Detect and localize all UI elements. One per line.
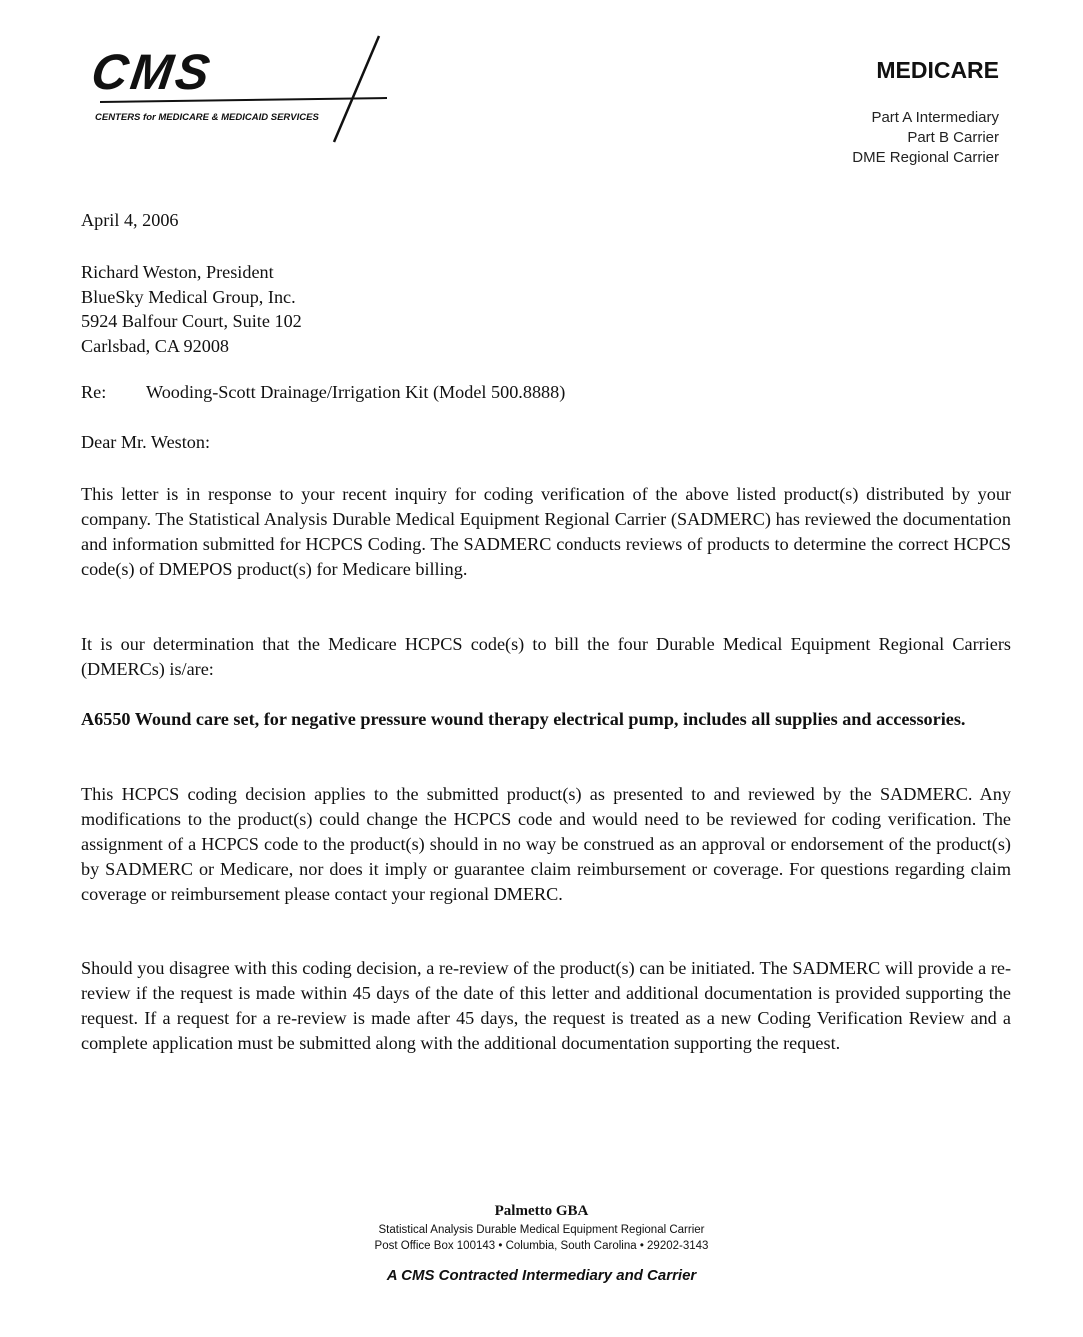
subject-line (81, 382, 565, 403)
hcpcs-code-statement: A6550 Wound care set, for negative pressure wound therapy electrical pump, includes all supplies and accessories. (81, 709, 966, 729)
footer-address: Post Office Box 100143 • Columbia, South Carolina • 29202-3143 (374, 1240, 709, 1252)
address-line: BlueSky Medical Group, Inc. (81, 286, 296, 307)
footer-description: Statistical Analysis Durable Medical Equipment Regional Carrier (378, 1224, 705, 1236)
footer-organization: Palmetto GBA (494, 1203, 589, 1219)
carrier-line: DME Regional Carrier (852, 149, 999, 166)
body-paragraph: Should you disagree with this coding decision, a re-review of the product(s) can be initiated. The SADMERC will provide a re-review if the request is made within 45 days of the date of this letter and additional documentation is provided supporting the request. If a request for a re-review is made after 45 days, the request is treated as a new Coding Verification Review and a complete application must be submitted along with the additional documentation supporting the request. (81, 958, 1011, 1053)
subject-text: Wooding-Scott Drainage/Irrigation Kit (Model 500.8888) (146, 382, 566, 402)
body-paragraph: It is our determination that the Medicare HCPCS code(s) to bill the four Durable Medical Equipment Regional Carriers (DMERCs) is/are: (81, 634, 1011, 679)
address-line: Richard Weston, President (81, 262, 274, 282)
body-paragraph: This HCPCS coding decision applies to the submitted product(s) as presented to and reviewed by the SADMERC. Any modifications to the product(s) could change the HCPCS code and would need to be reviewed for coding verification. The assignment of a HCPCS code to the product(s) should in no way be construed as an approval or endorsement of the product(s) by SADMERC or Medicare, nor does it imply or guarantee claim reimbursement or coverage. For questions regarding claim coverage or reimbursement please contact your regional DMERC. (81, 784, 1011, 904)
cms-logo-tagline: CENTERS for MEDICARE & MEDICAID SERVICES (95, 112, 319, 123)
carrier-lines (852, 108, 999, 168)
address-line: Carlsbad, CA 92008 (81, 335, 230, 356)
carrier-line: Part B Carrier (907, 129, 999, 146)
address-line: 5924 Balfour Court, Suite 102 (81, 311, 302, 332)
recipient-address (81, 260, 302, 358)
carrier-line: Part A Intermediary (871, 109, 999, 126)
medicare-heading: MEDICARE (876, 57, 999, 83)
subject-label: Re: (81, 382, 107, 402)
letter-date: April 4, 2006 (81, 210, 179, 230)
salutation: Dear Mr. Weston: (81, 432, 211, 452)
footer-tagline: A CMS Contracted Intermediary and Carrier (386, 1267, 697, 1284)
cms-logo-letters: CMS (88, 44, 217, 100)
body-paragraph: This letter is in response to your recent inquiry for coding verification of the above listed product(s) distributed by your company. The Statistical Analysis Durable Medical Equipment Regional Carrier (SADMERC) has reviewed the documentation and information submitted for HCPCS Coding. The SADMERC conducts reviews of products to determine the correct HCPCS code(s) of DMEPOS product(s) for Medicare billing. (81, 484, 1011, 579)
